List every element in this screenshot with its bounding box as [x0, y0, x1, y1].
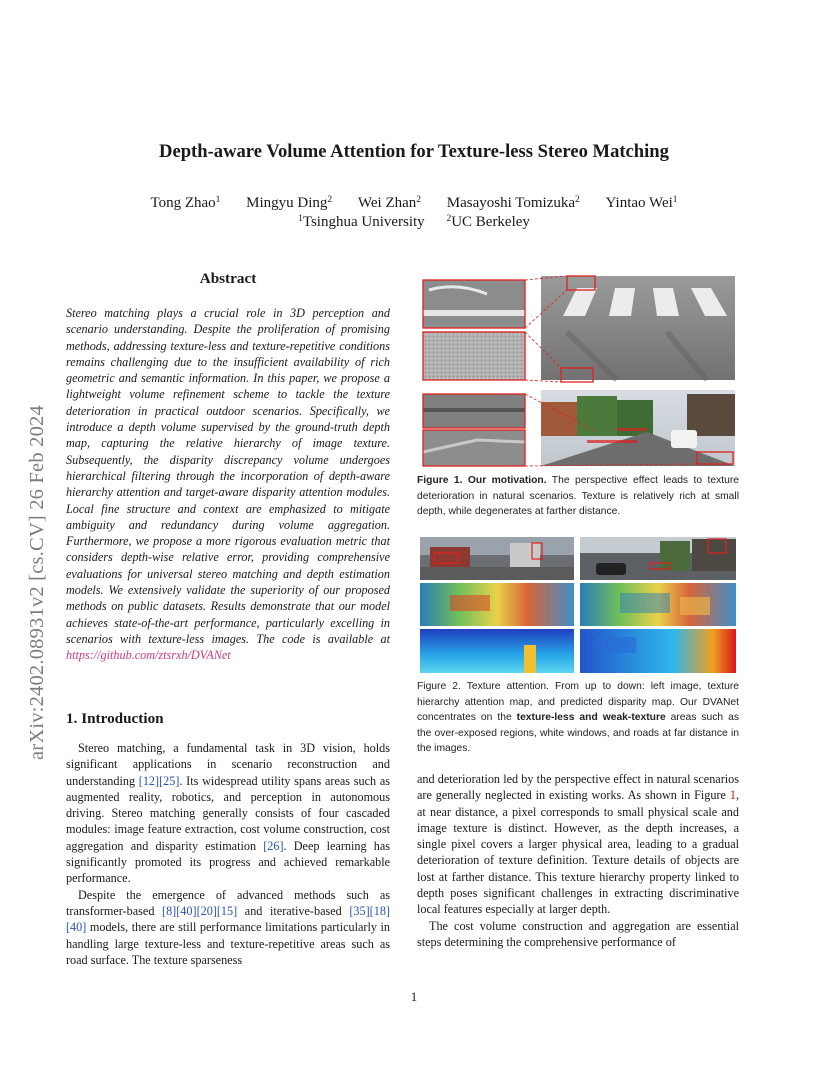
author: Yintao Wei$^1$ — [605, 195, 678, 211]
citation[interactable]: [8] — [162, 903, 177, 918]
author: Mingyu Ding$^2$ — [246, 195, 333, 211]
citation[interactable]: [40] — [66, 920, 87, 935]
paragraph: The cost volume construction and aggregation are essential steps determining the comprehensive performance of — [417, 918, 739, 949]
figure-2-caption: Figure 2. Texture attention. From up to down: left image, texture hierarchy attention map, and predicted disparity map. Our DVANet concentrates on the texture-less and weak-texture areas such as the over-exposed regions, white windows, and roads at far distance in the images. — [417, 681, 739, 754]
abstract-heading: Abstract — [199, 270, 257, 287]
paragraph: and deterioration led by the perspective effect in natural scenarios are generally neglected in existing works. As shown in Figure 1, at near distance, a pixel corresponds to small physical scale and image texture is distinct. However, as the depth increases, a single pixel covers a larger physical area, leading to a gradual deterioration of texture definition. Texture details of objects are lost at farther distance. This texture hierarchy property linked to depth poses significant challenges in extracting discriminative local features especially at larger depth. — [417, 772, 739, 917]
paragraph: Despite the emergence of advanced methods such as transformer-based [8][40][20][15] and iterative-based [35][18][40] models, there are still performance limitations particularly in handling large texture-less and texture-repetitive areas such as road surface. The texture sparseness — [66, 887, 390, 967]
paragraph: Stereo matching, a fundamental task in 3D vision, holds significant applications in scenario reconstruction and understanding [12][25]. Its widespread utility spans areas such as augmented reality, robotics, and perception in autonomous driving. Stereo matching generally consists of four cascaded modules: image feature extraction, cost volume construction, cost aggregation and disparity estimation [26]. Deep learning has significantly promoted its progress and achieved remarkable performance. — [66, 741, 390, 886]
author: Tong Zhao$^1$ — [150, 195, 221, 211]
affiliation: $^1$Tsinghua University — [298, 214, 425, 230]
figure-label: Figure 2. — [417, 681, 461, 692]
arxiv-stamp: arXiv:2402.08931v2 [cs.CV] 26 Feb 2024 — [26, 405, 48, 760]
page-number: 1 — [410, 990, 418, 1004]
citation[interactable]: [25] — [159, 773, 180, 788]
affiliation-list — [0, 214, 828, 231]
figure-label: Figure 1. — [417, 475, 463, 486]
citation[interactable]: [26] — [263, 838, 284, 853]
author: Wei Zhan$^2$ — [357, 195, 422, 211]
citation[interactable]: [20] — [196, 903, 217, 918]
abstract-text: Stereo matching plays a crucial role in 3D perception and scenario understanding. Despite the proliferation of promising methods, addressing texture-less and texture-repetitive conditions remains challenging due to the insufficient availability of rich geometric and semantic information. In this paper, we propose a lightweight volume refinement scheme to tackle the texture deterioration in practical outdoor scenarios. Specifically, we introduce a depth volume supervised by the ground-truth depth map, capturing the relative hierarchy of image texture. Subsequently, the disparity discrepancy volume undergoes hierarchical filtering through the incorporation of depth-aware hierarchy attention and target-aware disparity attention modules. Local fine structure and context are emphasized to mitigate ambiguity and redundancy during volume aggregation. Furthermore, we propose a more rigorous evaluation metric that considers depth-wise relative error, providing comprehensive evaluations for universal stereo matching and depth estimation models. We extensively validate the superiority of our proposed methods on public datasets. Results demonstrate that our model achieves state-of-the-art performance, particularly excelling in scenarios with texture-less images. The code is available at — [66, 306, 390, 646]
abstract-body — [66, 305, 390, 664]
code-link[interactable]: https://github.com/ztsrxh/DVANet — [66, 648, 231, 663]
figure-1-caption: Figure 1. Our motivation. The perspective effect leads to texture deterioration in natural scenarios. Texture is relatively rich at small depth, while degenerates at farther distance. — [417, 475, 739, 517]
figure-2-image — [420, 537, 736, 673]
author-list — [0, 195, 828, 212]
figure-1-image — [417, 272, 735, 470]
citation[interactable]: [40] — [176, 903, 197, 918]
citation[interactable]: [15] — [216, 903, 238, 918]
figure-reference[interactable]: 1 — [729, 788, 736, 803]
affiliation: $^2$UC Berkeley — [446, 214, 530, 230]
figure-title: Our motivation. — [467, 475, 547, 486]
citation[interactable]: [35] — [349, 903, 370, 918]
section-heading: 1. Introduction — [66, 710, 164, 727]
author: Masayoshi Tomizuka$^2$ — [446, 195, 580, 211]
intro-left-column — [66, 740, 390, 968]
paper-title: Depth-aware Volume Attention for Texture-less Stereo Matching — [159, 141, 669, 162]
citation[interactable]: [12] — [138, 773, 160, 788]
intro-right-column — [417, 771, 739, 950]
citation[interactable]: [18] — [369, 903, 390, 918]
figure-emphasis: texture-less and weak-texture — [516, 712, 666, 723]
